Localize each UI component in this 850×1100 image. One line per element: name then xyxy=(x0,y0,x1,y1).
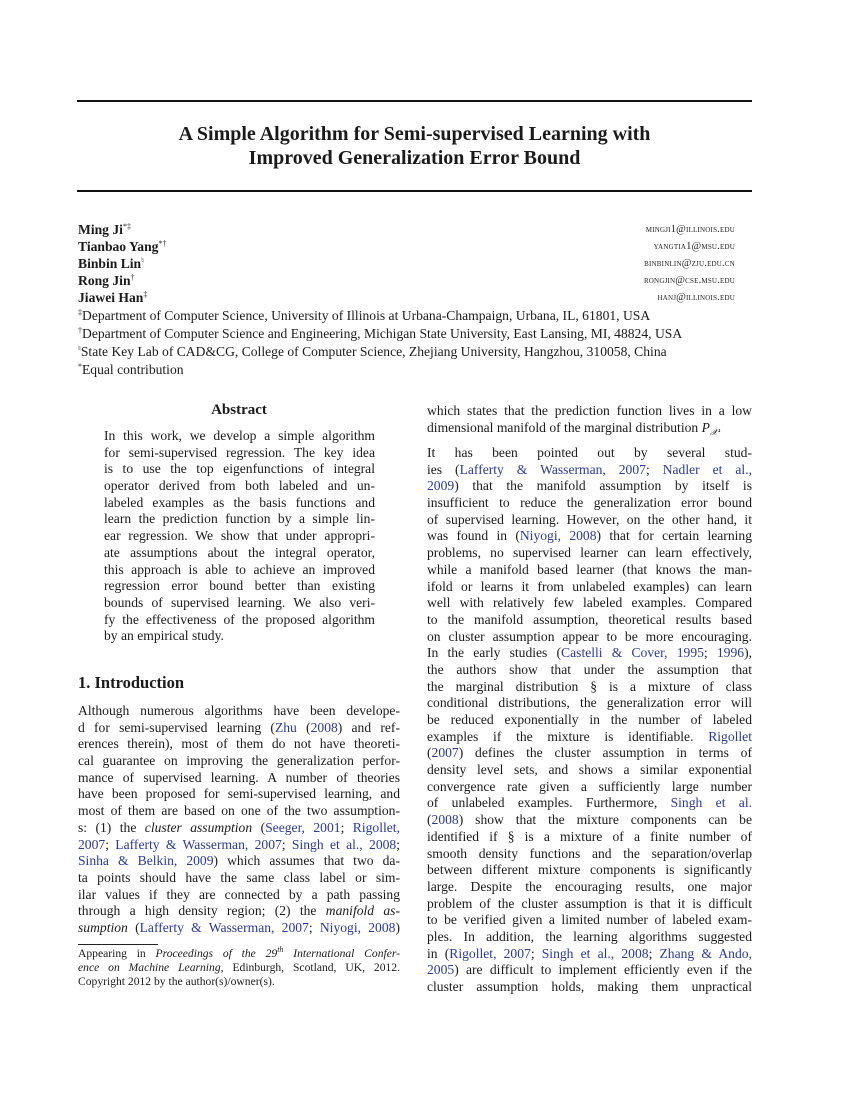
text-line: smooth density functions and the separation/overlap xyxy=(427,845,752,861)
text-line: the marginal distribution § is a mixture of class xyxy=(427,678,752,694)
emphasis: Proceedings of the 29th International Confer- xyxy=(155,945,401,960)
author-row xyxy=(78,221,735,238)
footnote xyxy=(78,947,400,989)
author-email[interactable]: mingji1@illinois.edu xyxy=(645,224,735,235)
text-line: fy the effectiveness of the proposed algorithm xyxy=(104,611,375,627)
affiliation-list xyxy=(78,307,778,379)
citation-link[interactable]: Sinha & Belkin, 2009 xyxy=(78,853,214,869)
text-line: through a high density region; (2) the manifold as- xyxy=(78,903,400,919)
text-line: learn the prediction function by a simple lin- xyxy=(104,511,375,527)
affiliation: ‡Department of Computer Science, University of Illinois at Urbana-Champaign, Urbana, IL, 61801, USA xyxy=(78,308,651,323)
text-line: in (Rigollet, 2007; Singh et al., 2008; Zhang & Ando, xyxy=(427,945,752,961)
text-line: ples. In addition, the learning algorithms suggested xyxy=(427,928,752,944)
author-email[interactable]: yangtia1@msu.edu xyxy=(653,241,735,252)
author-name: Rong Jin† xyxy=(78,273,135,288)
text-line: bounds of supervised learning. We also veri- xyxy=(104,594,375,610)
text-line: operator derived from both labeled and un- xyxy=(104,478,375,494)
text-line: problem of the cluster assumption is that it is difficult xyxy=(427,895,752,911)
citation-link[interactable]: Nadler et al., xyxy=(662,461,752,477)
right-column-paragraph-1 xyxy=(427,403,752,436)
introduction-body xyxy=(78,703,400,937)
text-line: In this work, we develop a simple algorithm xyxy=(104,428,375,443)
top-rule xyxy=(77,100,752,102)
text-line: problems, no supervised learner can learn effectively, xyxy=(427,545,752,561)
text-line: labeled examples as the basis functions and xyxy=(104,494,375,510)
citation-link[interactable]: Rigollet xyxy=(708,728,752,744)
citation-link[interactable]: Zhu xyxy=(274,719,297,735)
text-line: the authors show that under the assumption that xyxy=(427,661,752,677)
text-line: ear regression. We show that under appropri- xyxy=(104,528,375,544)
text-line: ifold or learns it from unlabeled examples) can learn xyxy=(427,578,752,594)
text-line: ies (Lafferty & Wasserman, 2007; Nadler et al., xyxy=(427,461,752,477)
author-row xyxy=(78,255,735,272)
citation-link[interactable]: 2008 xyxy=(310,719,338,735)
citation-link[interactable]: Niyogi, 2008 xyxy=(519,528,597,544)
emphasis: sumption xyxy=(78,919,128,935)
text-line: between different mixture components is significantly xyxy=(427,862,752,878)
math-p-x: $P_𝒳$ xyxy=(701,419,718,437)
text-line: insufficient to reduce the generalization error bound xyxy=(427,495,752,511)
abstract-heading: Abstract xyxy=(211,402,267,418)
text-line: conditional distributions, the generalization error will xyxy=(427,695,752,711)
citation-link[interactable]: Singh et al., 2008 xyxy=(291,836,397,852)
paper-title xyxy=(77,122,752,170)
superscript: th xyxy=(277,945,284,954)
citation-link[interactable]: Lafferty & Wasserman, 2007 xyxy=(115,836,282,852)
author-name: Binbin Lin♮ xyxy=(78,256,144,271)
text-line: of supervised learning. However, on the other hand, it xyxy=(427,511,752,527)
emphasis: manifold as- xyxy=(325,903,400,919)
text-line: (2007) defines the cluster assumption in terms of xyxy=(427,745,752,761)
text-line: for semi-supervised regression. The key idea xyxy=(104,444,375,460)
text-line: d for semi-supervised learning (Zhu (2008) and ref- xyxy=(78,719,400,735)
author-row xyxy=(78,272,735,289)
text-line: ta points should have the same class label or sim- xyxy=(78,869,400,885)
text-line: while a manifold based learner (that knows the man- xyxy=(427,561,752,577)
author-row xyxy=(78,289,735,306)
text-line: ilar values if they are connected by a path passing xyxy=(78,886,400,902)
text-line: convergence rate given a sufficiently large number xyxy=(427,778,752,794)
text-line: of unlabeled examples. Furthermore, Singh et al. xyxy=(427,795,753,811)
citation-link[interactable]: 2008 xyxy=(431,812,459,828)
emphasis: ence on Machine Learning xyxy=(78,961,221,974)
text-line: ence on Machine Learning, Edinburgh, Scotland, UK, 2012. xyxy=(78,961,401,974)
text-line: large. Despite the encouraging results, one major xyxy=(427,878,752,894)
text-line: Sinha & Belkin, 2009) which assumes that two da- xyxy=(78,853,400,869)
affiliation: †Department of Computer Science and Engineering, Michigan State University, East Lansing, MI, 48824, USA xyxy=(78,326,683,341)
citation-link[interactable]: Lafferty & Wasserman, 2007 xyxy=(139,919,309,935)
text-line: Copyright 2012 by the author(s)/owner(s). xyxy=(78,975,275,988)
citation-link[interactable]: Niyogi, 2008 xyxy=(319,919,396,935)
text-line: erences therein), most of them do not have theoreti- xyxy=(78,736,400,752)
text-line: identified if § is a mixture of a finite number of xyxy=(427,828,752,844)
text-line: 2007; Lafferty & Wasserman, 2007; Singh et al., 2008; xyxy=(78,836,400,852)
author-list xyxy=(78,221,735,306)
text-line: on cluster assumption appear to be more encouraging. xyxy=(427,628,752,644)
citation-link[interactable]: Rigollet, xyxy=(352,819,400,835)
text-line: s: (1) the cluster assumption (Seeger, 2001; Rigollet, xyxy=(78,819,400,835)
right-column-paragraph-2 xyxy=(427,445,752,996)
citation-link[interactable]: 2007 xyxy=(78,836,106,852)
text-line: by an empirical study. xyxy=(104,628,224,644)
text-line: regression error bound better than existing xyxy=(104,578,375,594)
footnote-rule xyxy=(78,944,158,945)
text-line: sumption (Lafferty & Wasserman, 2007; Niyogi, 2008) xyxy=(78,919,400,935)
author-name: Tianbao Yang*† xyxy=(78,239,167,254)
citation-link[interactable]: Seeger, 2001 xyxy=(265,819,341,835)
text-line: most of them are based on one of the two assumption- xyxy=(78,803,400,819)
text-line: examples if the mixture is identifiable. Rigollet xyxy=(427,728,752,744)
title-bottom-rule xyxy=(77,190,752,192)
citation-link[interactable]: Castelli & Cover, 1995 xyxy=(561,645,704,661)
citation-link[interactable]: 1996 xyxy=(716,645,745,661)
citation-link[interactable]: Zhang & Ando, xyxy=(659,945,752,961)
abstract-body xyxy=(104,428,375,645)
emphasis: cluster assumption xyxy=(144,819,253,835)
citation-link[interactable]: Singh et al., 2008 xyxy=(541,945,649,961)
text-line: cal guarantee on improving the generalization perfor- xyxy=(78,753,400,769)
author-email[interactable]: binbinlin@zju.edu.cn xyxy=(644,258,735,269)
text-line: 2009) that the manifold assumption by itself is xyxy=(427,478,752,494)
text-line: (2008) show that the mixture components can be xyxy=(427,812,752,828)
text-line: ate assumptions about the integral operator, xyxy=(104,544,375,560)
author-row xyxy=(78,238,735,255)
text-line: In the early studies (Castelli & Cover, 1995; 1996), xyxy=(427,645,752,661)
text-line: have been proposed for semi-supervised learning, and xyxy=(78,786,400,802)
title-line: Improved Generalization Error Bound xyxy=(248,147,581,169)
title-line: A Simple Algorithm for Semi-supervised Learning with xyxy=(178,123,651,145)
citation-link[interactable]: Singh et al. xyxy=(670,795,753,811)
text-line: be reduced exponentially in the number of labeled xyxy=(427,712,752,727)
affiliation: ♮State Key Lab of CAD&CG, College of Computer Science, Zhejiang University, Hangzhou, 310058, China xyxy=(78,344,667,359)
text-line: dimensional manifold of the marginal distribution $P_𝒳$. xyxy=(427,419,722,437)
introduction-heading: 1. Introduction xyxy=(78,673,185,692)
text-line: cluster assumption holds, making them unpractical xyxy=(427,979,752,994)
text-line: 2005) are difficult to implement efficiently even if the xyxy=(427,962,752,978)
citation-link[interactable]: 2005 xyxy=(427,962,455,978)
text-line: which states that the prediction function lives in a low xyxy=(427,403,752,418)
author-email[interactable]: hanj@illinois.edu xyxy=(657,292,735,303)
text-line: mance of supervised learning. A number of theories xyxy=(78,769,400,785)
citation-link[interactable]: Rigollet, 2007 xyxy=(449,945,531,961)
text-line: to be verified given a limited number of labeled exam- xyxy=(427,912,752,928)
author-email[interactable]: rongjin@cse.msu.edu xyxy=(643,275,735,286)
text-line: well with relatively few labeled examples. Compared xyxy=(427,595,752,611)
text-line: to the manifold assumption, theoretical results based xyxy=(427,611,752,627)
text-line: density level sets, and shows a similar exponential xyxy=(427,762,752,778)
text-line: is to use the top eigenfunctions of integral xyxy=(104,461,375,477)
text-line: It has been pointed out by several stud- xyxy=(427,445,752,460)
citation-link[interactable]: Lafferty & Wasserman, 2007 xyxy=(459,461,646,477)
text-line: was found in (Niyogi, 2008) that for certain learning xyxy=(427,528,752,544)
citation-link[interactable]: 2009 xyxy=(427,478,455,494)
affiliation: *Equal contribution xyxy=(78,362,184,377)
text-line: Although numerous algorithms have been develope- xyxy=(78,703,400,718)
citation-link[interactable]: 2007 xyxy=(431,745,459,761)
text-line: Appearing in Proceedings of the 29th International Confer- xyxy=(78,945,401,960)
text-line: this approach is able to achieve an improved xyxy=(104,561,375,577)
author-name: Ming Ji*‡ xyxy=(78,222,131,237)
author-name: Jiawei Han‡ xyxy=(78,290,148,305)
